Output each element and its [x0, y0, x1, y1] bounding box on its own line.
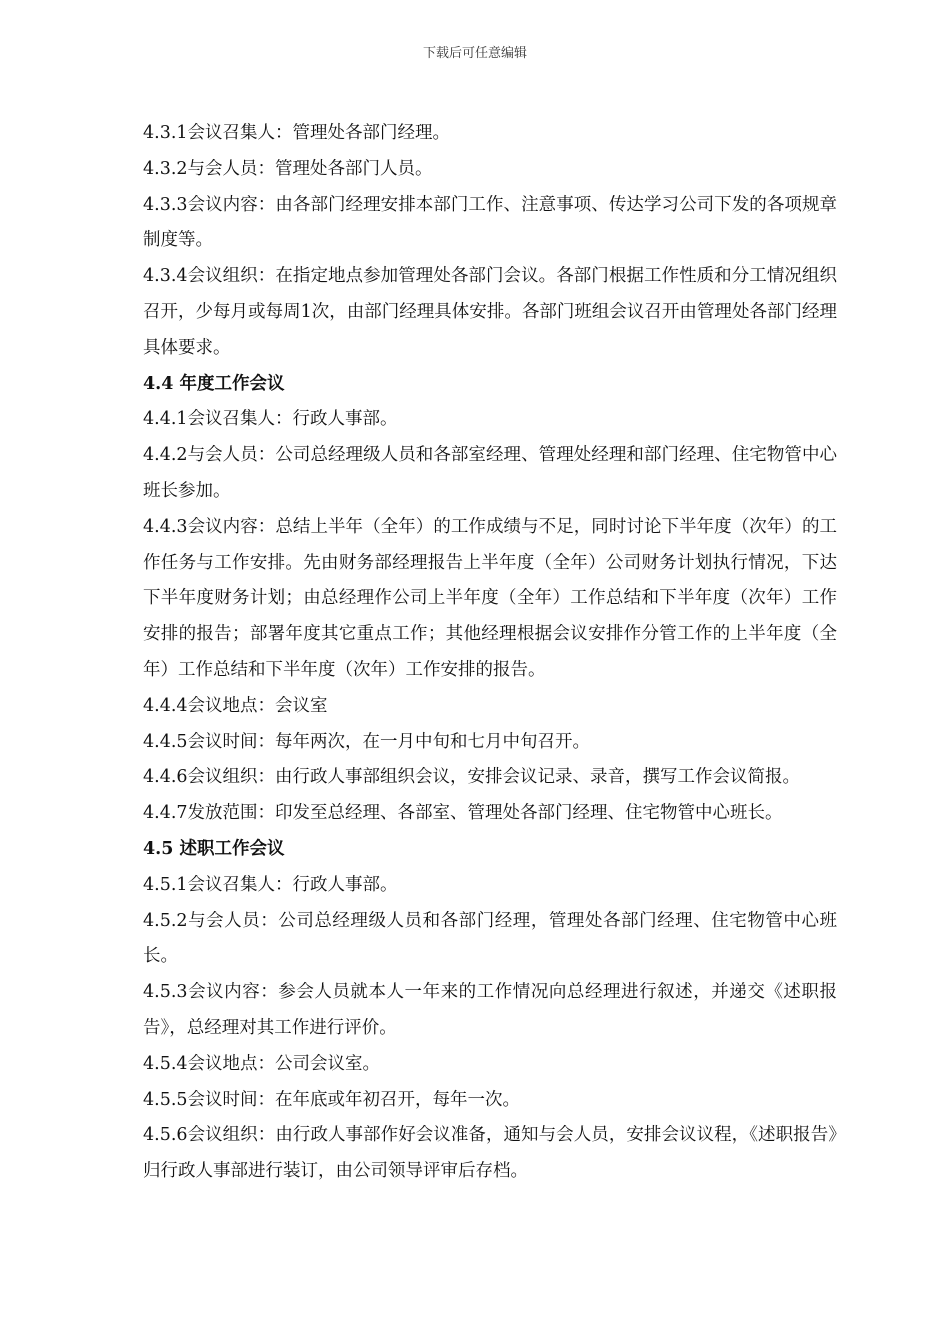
paragraph-4-4-1: 4.4.1会议召集人：行政人事部。	[143, 409, 398, 430]
paragraph-4-5-3: 4.5.3会议内容：参会人员就本人一年来的工作情况向总经理进行叙述，并递交《述职报告》，总经理对其工作进行评价。	[143, 982, 837, 1038]
paragraph-4-4-3: 4.4.3会议内容：总结上半年（全年）的工作成绩与不足，同时讨论下半年度（次年）的工作任务与工作安排。先由财务部经理报告上半年度（全年）公司财务计划执行情况，下达下半年度财务计划；由总经理作公司上半年度（全年）工作总结和下半年度（次年）工作安排的报告；部署年度其它重点工作；其他经理根据会议安排作分管工作的上半年度（全年）工作总结和下半年度（次年）工作安排的报告。	[143, 516, 837, 680]
paragraph-4-4-4: 4.4.4会议地点：会议室	[143, 695, 328, 716]
paragraph-4-3-2: 4.3.2与会人员：管理处各部门人员。	[143, 158, 433, 179]
paragraph-4-5-1: 4.5.1会议召集人：行政人事部。	[143, 874, 398, 895]
paragraph-4-5-4: 4.5.4会议地点：公司会议室。	[143, 1053, 381, 1074]
paragraph-4-3-4: 4.3.4会议组织：在指定地点参加管理处各部门会议。各部门根据工作性质和分工情况组织召开，少每月或每周1次，由部门经理具体安排。各部门班组会议召开由管理处各部门经理具体要求。	[143, 266, 837, 358]
page-header: 下载后可任意编辑	[422, 46, 527, 61]
paragraph-4-3-3: 4.3.3会议内容：由各部门经理安排本部门工作、注意事项、传达学习公司下发的各项规章制度等。	[143, 194, 837, 251]
paragraph-4-3-1: 4.3.1会议召集人：管理处各部门经理。	[143, 123, 451, 143]
section-heading-4-5: 4.5 述职工作会议	[143, 838, 285, 859]
paragraph-4-4-6: 4.4.6会议组织：由行政人事部组织会议，安排会议记录、录音，撰写工作会议简报。	[143, 767, 801, 788]
section-heading-4-4: 4.4 年度工作会议	[143, 373, 285, 394]
paragraph-4-4-2: 4.4.2与会人员：公司总经理级人员和各部室经理、管理处经理和部门经理、住宅物管中心班长参加。	[143, 445, 837, 501]
document-body	[143, 116, 837, 1190]
paragraph-4-5-2: 4.5.2与会人员：公司总经理级人员和各部门经理，管理处各部门经理、住宅物管中心班长。	[143, 910, 837, 967]
paragraph-4-4-5: 4.4.5会议时间：每年两次，在一月中旬和七月中旬召开。	[143, 731, 591, 752]
paragraph-4-5-6: 4.5.6会议组织：由行政人事部作好会议准备，通知与会人员，安排会议议程，《述职报告》归行政人事部进行装订，由公司领导评审后存档。	[143, 1125, 837, 1182]
paragraph-4-5-5: 4.5.5会议时间：在年底或年初召开，每年一次。	[143, 1089, 521, 1110]
paragraph-4-4-7: 4.4.7发放范围：印发至总经理、各部室、管理处各部门经理、住宅物管中心班长。	[143, 803, 783, 824]
